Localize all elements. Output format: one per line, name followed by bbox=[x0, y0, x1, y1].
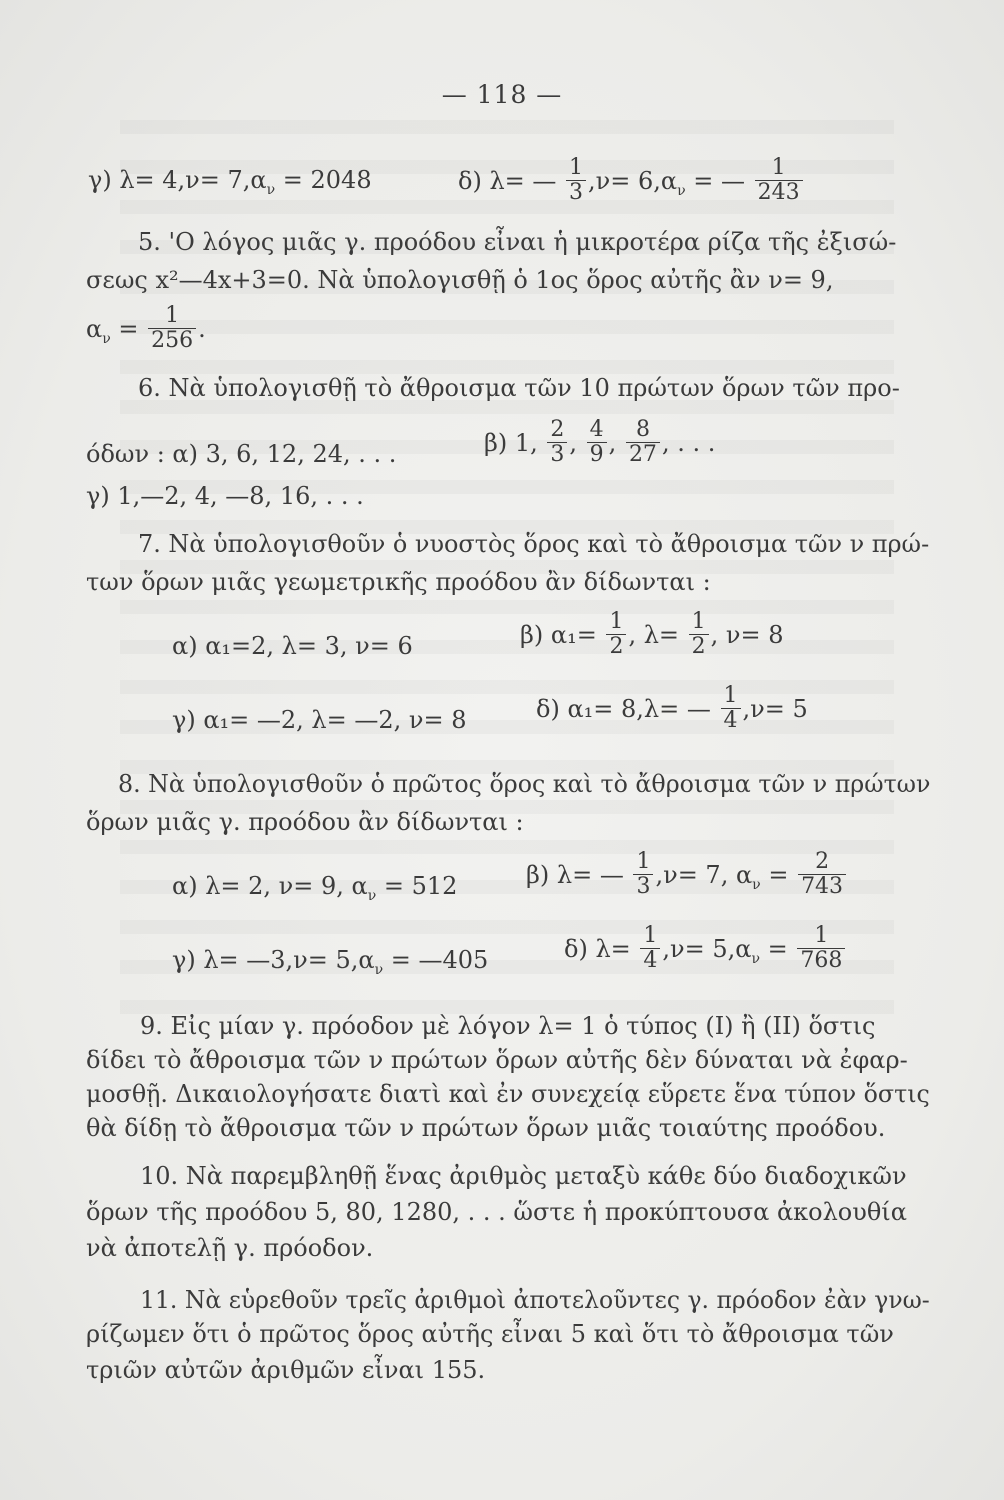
exercise-9-line-1: 9. Εἰς μίαν γ. πρόοδον μὲ λόγον λ= 1 ὁ τύπος (I) ἢ (II) ὅστις bbox=[140, 1012, 876, 1040]
exercise-9-line-2: δίδει τὸ ἄθροισμα τῶν ν πρώτων ὅρων αὐτῆς δὲν δύναται νὰ ἐφαρ- bbox=[86, 1046, 908, 1074]
exercise-6-line-1: 6. Νὰ ὑπολογισθῇ τὸ ἄθροισμα τῶν 10 πρώτων ὅρων τῶν προ- bbox=[138, 374, 900, 402]
exercise-4-part-d: δ) λ= — $\frac{1}{3}$ $,\nu= 6,\alpha_\nu$ = — $\frac{1}{243}$ bbox=[458, 158, 805, 207]
exercise-7-part-g: γ) α₁= —2, λ= —2, ν= 8 bbox=[172, 706, 467, 734]
exercise-7-line-1: 7. Νὰ ὑπολογισθοῦν ὁ νυοστὸς ὅρος καὶ τὸ ἄθροισμα τῶν ν πρώ- bbox=[138, 530, 930, 558]
exercise-5-line-2: σεως x²—4x+3=0. Νὰ ὑπολογισθῇ ὁ 1ος ὅρος αὐτῆς ἂν ν= 9, bbox=[86, 266, 834, 294]
exercise-7-part-d: δ) α₁= 8,λ= — $\frac{1}{4}$ ,ν= 5 bbox=[536, 683, 808, 733]
exercise-11-line-2: ρίζωμεν ὅτι ὁ πρῶτος ὅρος αὐτῆς εἶναι 5 καὶ ὅτι τὸ ἄθροισμα τῶν bbox=[86, 1320, 894, 1348]
page-number: — 118 — bbox=[441, 80, 563, 109]
exercise-10-line-1: 10. Νὰ παρεμβληθῇ ἕνας ἀριθμὸς μεταξὺ κάθε δύο διαδοχικῶν bbox=[140, 1162, 907, 1190]
fraction: $\frac{4}{9}$ bbox=[587, 418, 607, 467]
fraction: $\frac{1}{3}$ bbox=[566, 156, 586, 205]
fraction: $\frac{1}{768}$ bbox=[797, 924, 845, 973]
exercise-8-part-a: α) λ= 2, ν= 9, $\alpha_\nu = 512$ bbox=[172, 872, 458, 904]
fraction: $\frac{2}{3}$ bbox=[547, 418, 567, 467]
exercise-5-line-1: 5. 'Ο λόγος μιᾶς γ. προόδου εἶναι ἡ μικροτέρα ρίζα τῆς ἐξισώ- bbox=[138, 228, 897, 256]
fraction: $\frac{1}{4}$ bbox=[640, 924, 660, 973]
exercise-11-line-1: 11. Νὰ εὑρεθοῦν τρεῖς ἀριθμοὶ ἀποτελοῦντες γ. πρόοδον ἐὰν γνω- bbox=[140, 1286, 930, 1314]
exercise-9-line-3: μοσθῇ. Δικαιολογήσατε διατὶ καὶ ἐν συνεχείᾳ εὕρετε ἕνα τύπον ὅστις bbox=[86, 1080, 930, 1108]
exercise-8-line-2: ὅρων μιᾶς γ. προόδου ἂν δίδωνται : bbox=[86, 808, 524, 836]
fraction: $\frac{1}{4}$ bbox=[721, 684, 741, 733]
fraction: $\frac{8}{27}$ bbox=[626, 418, 660, 467]
fraction: $\frac{2}{743}$ bbox=[798, 850, 846, 899]
exercise-8-part-b: β) λ= — $\frac{1}{3}$ ,ν= 7, $\alpha_\nu$ = $\frac{2}{743}$ bbox=[526, 852, 848, 901]
exercise-4-part-g: γ) $\lambda= 4,\nu= 7,\alpha_\nu = 2048$ bbox=[88, 166, 372, 198]
exercise-11-line-3: τριῶν αὐτῶν ἀριθμῶν εἶναι 155. bbox=[86, 1356, 486, 1384]
exercise-8-part-d: δ) λ= $\frac{1}{4}$ $,\nu= 5,\alpha_\nu$ = $\frac{1}{768}$ bbox=[564, 926, 847, 975]
exercise-6-part-b: β) 1, $\frac{2}{3}$ , $\frac{4}{9}$ , $\frac{8}{27}$ , . . . bbox=[484, 417, 716, 467]
exercise-7-line-2: των ὅρων μιᾶς γεωμετρικῆς προόδου ἂν δίδωνται : bbox=[86, 568, 711, 596]
exercise-7-part-a: α) α₁=2, λ= 3, ν= 6 bbox=[172, 632, 413, 660]
exercise-7-part-b: β) α₁= $\frac{1}{2}$ , λ= $\frac{1}{2}$ , ν= 8 bbox=[520, 609, 784, 659]
exercise-6-part-g: γ) 1,—2, 4, —8, 16, . . . bbox=[86, 482, 364, 510]
fraction: $\frac{1}{2}$ bbox=[606, 610, 626, 659]
fraction: $\frac{1}{256}$ bbox=[148, 304, 196, 353]
exercise-10-line-3: νὰ ἀποτελῇ γ. πρόοδον. bbox=[86, 1234, 374, 1262]
exercise-6-part-a: όδων : α) 3, 6, 12, 24, . . . bbox=[86, 440, 397, 468]
fraction: $\frac{1}{2}$ bbox=[689, 610, 709, 659]
exercise-9-line-4: θὰ δίδῃ τὸ ἄθροισμα τῶν ν πρώτων ὅρων μιᾶς τοιαύτης προόδου. bbox=[86, 1114, 886, 1142]
fraction: $\frac{1}{243}$ bbox=[755, 156, 803, 205]
exercise-8-line-1: 8. Νὰ ὑπολογισθοῦν ὁ πρῶτος ὅρος καὶ τὸ ἄθροισμα τῶν ν πρώτων bbox=[118, 770, 931, 798]
exercise-10-line-2: ὅρων τῆς προόδου 5, 80, 1280, . . . ὥστε ἡ προκύπτουσα ἀκολουθία bbox=[86, 1198, 907, 1226]
fraction: $\frac{1}{3}$ bbox=[633, 850, 653, 899]
exercise-8-part-g: γ) λ= —3,ν= $5,\alpha_\nu$ = —405 bbox=[172, 946, 489, 978]
exercise-5-line-3: $\alpha_\nu$ = $\frac{1}{256}$ . bbox=[86, 303, 206, 353]
